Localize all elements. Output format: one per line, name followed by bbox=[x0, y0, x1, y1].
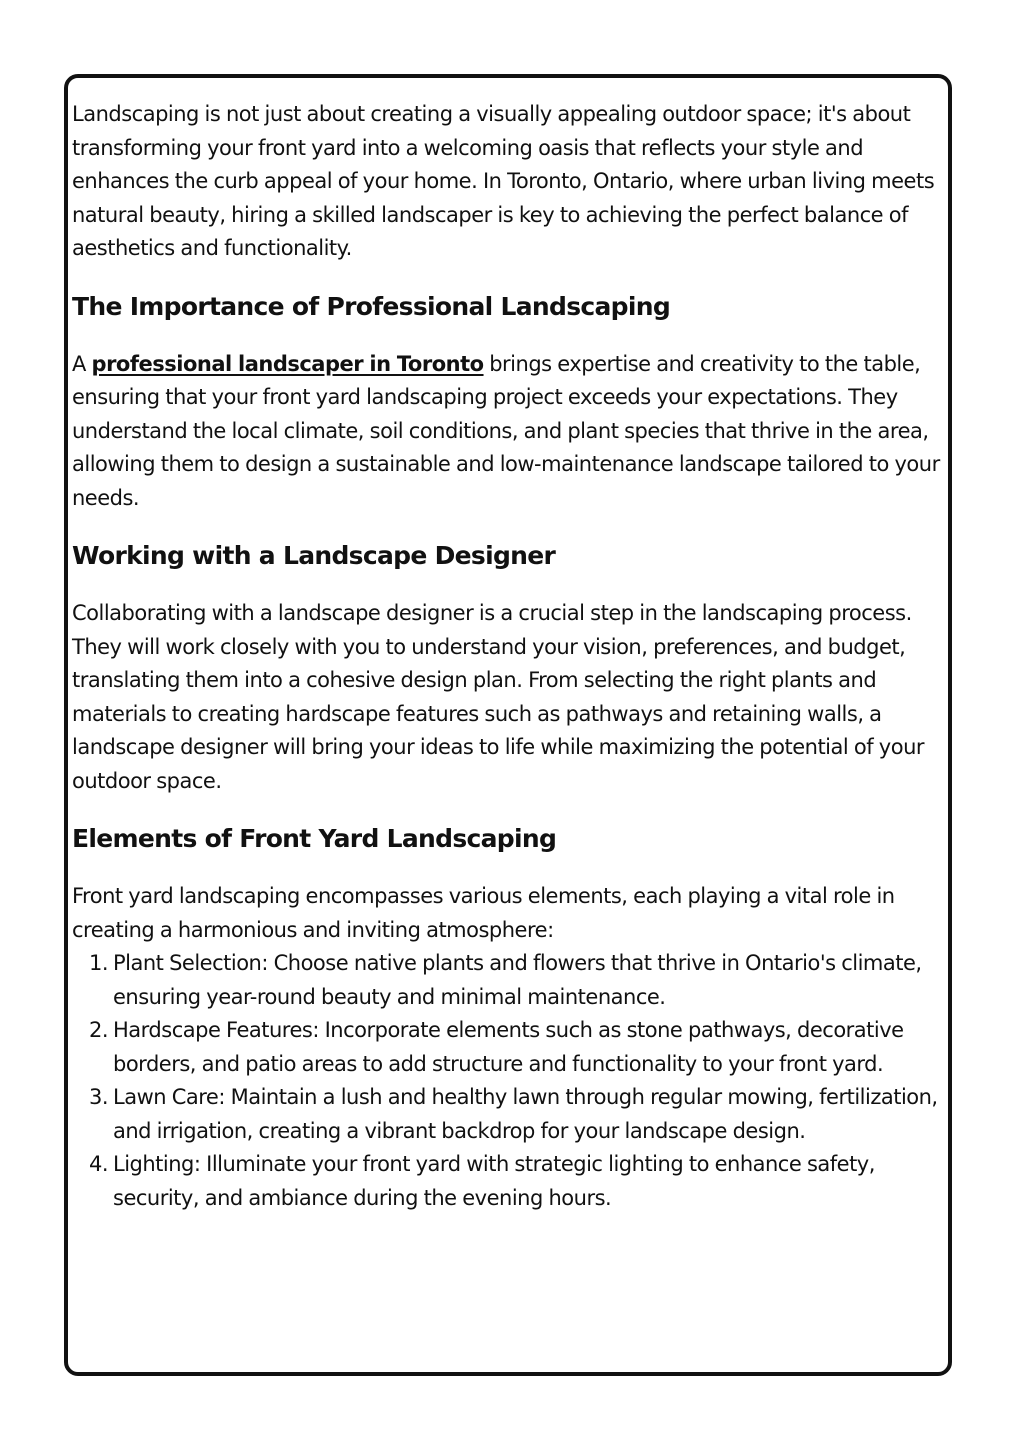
paragraph-elements: Front yard landscaping encompasses various elements, each playing a vital role in creating a harmonious and inviting atmosphere: bbox=[72, 884, 895, 942]
paragraph-importance-body: brings expertise and creativity to the table, ensuring that your front yard landscaping project exceeds your expectations. They understand the local climate, soil conditions, and plant species that thrive in the area, allowing them to design a sustainable and low-maintenance landscape tailored to your needs. bbox=[72, 351, 940, 510]
professional-landscaper-link[interactable]: professional landscaper in Toronto bbox=[91, 351, 484, 376]
intro-paragraph: Landscaping is not just about creating a visually appealing outdoor space; it's about transforming your front yard into a welcoming oasis that reflects your style and enhances the curb appeal of your home. In Toronto, Ontario, where urban living meets natural beauty, hiring a skilled landscaper is key to achieving the perfect balance of aesthetics and functionality. bbox=[72, 102, 935, 260]
list-item-number: 2. bbox=[89, 1018, 109, 1042]
list-item-text: Lawn Care: Maintain a lush and healthy lawn through regular mowing, fertilization, and irrigation, creating a vibrant backdrop for your landscape design. bbox=[113, 1085, 938, 1143]
paragraph-designer: Collaborating with a landscape designer is a crucial step in the landscaping process. They will work closely with you to understand your vision, preferences, and budget, translating them into a cohesive design plan. From selecting the right plants and materials to creating hardscape features such as pathways and retaining walls, a landscape designer will bring your ideas to life while maximizing the potential of your outdoor space. bbox=[72, 601, 925, 793]
heading-designer: Working with a Landscape Designer bbox=[72, 541, 556, 570]
list-item bbox=[72, 947, 956, 1014]
heading-importance: The Importance of Professional Landscaping bbox=[72, 291, 671, 321]
list-item-number: 4. bbox=[89, 1152, 109, 1176]
elements-list bbox=[72, 947, 956, 1215]
list-item-text: Plant Selection: Choose native plants and flowers that thrive in Ontario's climate, ensuring year-round beauty and minimal maintenance. bbox=[113, 951, 922, 1009]
heading-elements: Elements of Front Yard Landscaping bbox=[72, 824, 557, 853]
paragraph-importance-lead: A bbox=[72, 351, 92, 376]
list-item bbox=[72, 1081, 956, 1148]
list-item-number: 3. bbox=[89, 1085, 109, 1109]
list-item-text: Lighting: Illuminate your front yard with strategic lighting to enhance safety, security, and ambiance during the evening hours. bbox=[113, 1152, 875, 1210]
paragraph-importance bbox=[72, 348, 956, 516]
list-item-text: Hardscape Features: Incorporate elements such as stone pathways, decorative borders, and patio areas to add structure and functionality to your front yard. bbox=[113, 1018, 904, 1076]
list-item-number: 1. bbox=[89, 951, 109, 975]
list-item bbox=[72, 1148, 956, 1215]
article-content bbox=[72, 98, 956, 1215]
list-item bbox=[72, 1014, 956, 1081]
